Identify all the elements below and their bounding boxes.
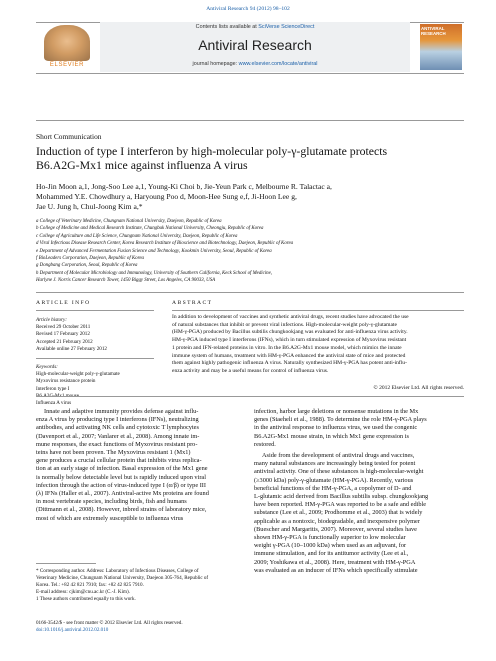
abstract-line: 1 protein and IFN-related proteins in vitro. In the B6.A2G-Mx1 mouse model, which mimics the innate [172,344,402,351]
affiliation-divider [36,292,464,293]
affiliation: b College of Medicine and Medical Research Institute, Chungbuk National University, Cheongju, Republic of Korea [36,226,264,232]
author-line: Jae U. Jung h, Chul-Joong Kim a,* [36,202,143,212]
affiliation: f BioLeaders Corporation, Daejeon, Republic of Korea [36,256,144,262]
body-line: (≥3000 kDa) poly-γ-glutamate (HM-γ-PGA). Recently, various [254,476,414,484]
body-line: L-glutamic acid derived from Bacillus subtilis subsp. chungkookjang [254,493,429,501]
body-line: (Buescher and Margaritis, 2007). Moreover, several studies have [254,525,417,533]
history-item: Available online 27 February 2012 [36,345,107,352]
history-item: Revised 17 February 2012 [36,331,90,338]
body-line: shown HM-γ-PGA is functionally superior to low molecular [254,534,406,542]
article-info-rule [36,310,154,311]
article-type: Short Communication [36,132,102,141]
journal-reference[interactable]: Antiviral Research 94 (2012) 98–102 [206,6,290,12]
body-line: genes (Staeheli et al., 1988). To determine the role HM-γ-PGA plays [254,416,427,424]
history-label: Article history: [36,317,67,323]
article-title [36,144,466,172]
affiliation: d Viral Infectious Disease Research Center, Korea Research Institute of Bioscience and Biotechnology, Daejeon, Republic of Korea [36,241,294,247]
body-line: Aside from the development of antiviral drugs and vaccines, [262,452,415,460]
article-history [36,317,154,353]
body-line: have been reported. HM-γ-PGA was reported to be a safe and edible [254,501,427,509]
body-line: substance (Lee et al., 2009; Prodhomme et al., 2003) that is widely [254,509,423,517]
keyword: Myxovirus resistance protein [36,378,96,385]
body-line: is normally below detectable level but is rapidly induced upon viral [36,473,206,481]
contents-line [100,24,410,30]
article-info-heading: ARTICLE INFO [36,300,91,306]
affiliation: g Dongbang Corporation, Seoul, Republic of Korea [36,263,138,269]
affiliation: e Department of Advanced Fermentation Fusion Science and Technology, Kookmin University, Seoul, Republic of Korea [36,248,272,254]
footnote-line: Veterinary Medicine, Chungnam National University, Daejeon 305-764, Republic of [36,574,209,581]
issn-line: 0166-3542/$ - see front matter © 2012 Elsevier Ltd. All rights reserved. [36,620,183,626]
body-line: immune stimulation, and for its antitumor activity (Lee et al., [254,550,409,558]
body-line: gene produces a crucial cellular protein that inhibits virus replica- [36,457,202,465]
body-line: was evaluated as an inducer of IFNs which specifically stimulate [254,566,418,574]
publisher-logo: ELSEVIER [49,62,85,68]
body-line: (λ) IFNs (Haller et al., 2007). Antiviral-active Mx proteins are found [36,490,209,498]
abstract-line: In addition to development of vaccines and synthetic antiviral drugs, recent studies have advocated the use [172,314,409,320]
body-line: tion at an early stage of infection. Basal expression of the Mx1 gene [36,465,208,473]
abstract-line: them against highly pathogenic influenza A virus. Naturally synthesized HM-γ-PGA has potent anti-influ- [172,360,407,367]
affiliation: Harlyne J. Norris Cancer Research Tower, 1450 Biggy Street, Los Angeles, CA 90033, USA [36,278,216,284]
footnote-email[interactable]: E-mail address: cjkim@cnu.ac.kr (C.-J. Kim). [36,588,130,595]
body-line: (Dittmann et al., 2008). However, inbred strains of laboratory mice, [36,506,207,514]
author-line: Ho-Jin Moon a,1, Jong-Soo Lee a,1, Young-Ki Choi b, Jie-Yeun Park c, Melbourne R. Talactac a, [36,182,332,191]
keyword: Interferon type I [36,385,70,392]
affiliation-list [36,218,466,285]
body-line: beneficial functions of the HM-γ-PGA, a copolymer of D- and [254,484,412,492]
body-line: weight γ-PGA (10–1000 kDa) when used as an adjuvant, for [254,542,407,550]
footnote-rule [36,563,96,564]
body-line: in most vertebrate species, including birds, fish and humans [36,498,187,506]
body-line: (Davenport et al., 2007; Vanlarer et al., 2008). Among innate im- [36,432,200,440]
footnotes [36,568,248,603]
body-line: infection through the action of virus-induced type I (α/β) or type III [36,481,206,489]
keyword: High-molecular-weight poly-γ-glutamate [36,371,120,378]
body-left-column [36,408,248,523]
body-line: in the antiviral response to influenza virus, we used the congenic [254,424,418,432]
history-item: Received 29 October 2011 [36,324,91,331]
abstract-copyright: © 2012 Elsevier Ltd. All rights reserved. [373,385,464,391]
footnote-line: 1 These authors contributed equally to this work. [36,595,136,602]
body-right-column [254,408,464,575]
footnote-line: Korea. Tel.: +82 42 821 7910; fax: +82 42 825 7910. [36,581,144,588]
abstract-line: enza activity and may be a useful means for control of influenza virus. [172,367,329,374]
abstract-rule [172,310,464,311]
body-line: applicable as a nontoxic, biodegradable, and inexpensive polymer [254,517,420,525]
body-line: most of which are extremely susceptible to influenza virus [36,514,184,522]
header-divider [36,120,464,121]
body-line: antiviral activity. One of these substances is high-molecular-weight [254,468,424,476]
keywords-rule [36,358,154,359]
homepage-prefix: journal homepage: [192,61,239,67]
sciencedirect-link[interactable]: SciVerse ScienceDirect [258,24,315,30]
keywords-label: Keywords: [36,364,58,370]
keyword-list [36,364,154,407]
abstract-heading: ABSTRACT [172,300,213,306]
abstract-body [172,314,464,376]
author-list [36,182,466,213]
title-line: B6.A2G-Mx1 mice against influenza A virus [36,158,248,172]
body-line: Innate and adaptive immunity provides defense against influ- [44,408,199,415]
footnote-line: * Corresponding author. Address: Laboratory of Infectious Diseases, College of [36,568,199,574]
keyword: B6.A2G-Mx1 mouse [36,392,80,399]
affiliation: c College of Agriculture and Life Science, Chungnam National University, Daejeon, Republic of Korea [36,233,238,239]
abstract-divider [36,396,464,397]
abstract-line: of natural substances that inhibit or prevent viral infections. High-molecular-weight poly-γ-glutamate [172,321,397,328]
elsevier-tree-icon [44,25,90,61]
abstract-line: HM-γ-PGA induced type I interferons (IFNs), which in turn stimulated expression of Myxovirus resistant [172,337,407,344]
body-line: mune responses, the exact functions of Myxovirus resistant pro- [36,440,198,448]
author-line: Mohammed Y.E. Chowdhury a, Haryoung Poo d, Moon-Hee Sung e,f, Ji-Hoon Lee g, [36,192,297,202]
title-line: Induction of type I interferon by high-molecular poly-γ-glutamate protects [36,144,388,158]
body-line: enza A virus by producing type I interferons (IFNs), neutralizing [36,416,199,424]
body-line: restored. [254,440,276,448]
affiliation: h Department of Molecular Microbiology and Immunology, University of Southern California, Keck School of Medicine, [36,270,273,276]
body-line: B6.A2G-Mx1 mouse strain, in which Mx1 gene expression is [254,432,409,440]
doi-link[interactable]: doi:10.1016/j.antiviral.2012.02.010 [36,626,109,633]
keyword: Influenza A virus [36,400,72,407]
cover-title: ANTIVIRAL RESEARCH [421,26,446,36]
homepage-link[interactable]: www.elsevier.com/locate/antiviral [238,61,318,67]
abstract-line: (HM-γ-PGA) produced by Bacillus subtilis chungkookjang was evaluated for anti-influenza virus activity. [172,329,408,336]
history-item: Accepted 21 February 2012 [36,338,93,345]
body-line: many natural substances are increasingly being tested for potent [254,460,416,468]
body-line: 2009; Yoshikawa et al., 2008). Here, treatment with HM-γ-PGA [254,558,416,566]
journal-homepage [100,61,410,67]
body-line: teins have not been proven. The Myxovirus resistant 1 (Mx1) [36,449,191,457]
contents-prefix: Contents lists available at [195,24,259,30]
affiliation: a College of Veterinary Medicine, Chungnam National University, Daejeon, Republic of Korea [36,219,222,224]
body-line: antibodies, and activating NK cells and cytotoxic T lymphocytes [36,424,199,432]
abstract-line: immune system of humans, treatment with HM-γ-PGA enhanced the antiviral state of mice and protected [172,352,406,359]
journal-title: Antiviral Research [198,37,312,53]
bottom-identifiers [36,620,248,634]
body-line: infection, harbor large deletions or nonsense mutations in the Mx [254,408,419,415]
